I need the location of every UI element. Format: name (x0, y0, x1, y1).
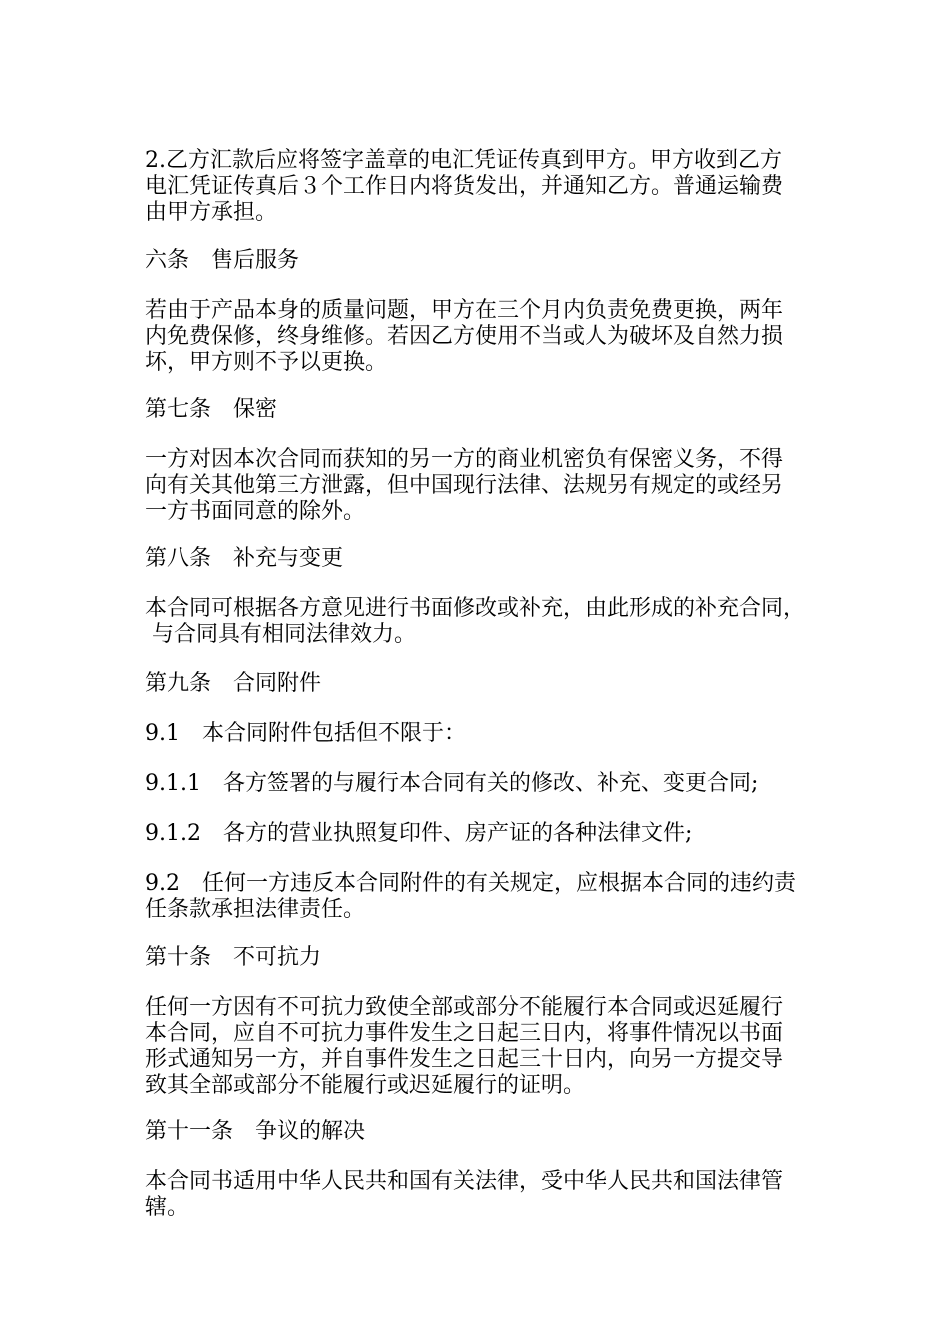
text-line: 坏，甲方则不予以更换。 (145, 350, 388, 375)
text-line: 一方对因本次合同而获知的另一方的商业机密负有保密义务，不得 (145, 447, 784, 472)
paragraph-dispute (145, 1169, 820, 1221)
text-line: 本合同可根据各方意见进行书面修改或补充，由此形成的补充合同， (145, 596, 806, 621)
text-line: 致其全部或部分不能履行或迟延履行的证明。 (145, 1073, 586, 1098)
text-line: 由甲方承担。 (145, 200, 278, 225)
heading-article-8: 第八条 补充与变更 (145, 546, 344, 571)
heading-article-9: 第九条 合同附件 (145, 671, 322, 696)
text-line: 形式通知另一方，并自事件发生之日起三十日内，向另一方提交导 (145, 1047, 784, 1072)
paragraph-force-majeure (145, 995, 820, 1099)
heading-article-10: 第十条 不可抗力 (145, 945, 322, 970)
heading-article-7: 第七条 保密 (145, 397, 278, 422)
text-line: 本合同书适用中华人民共和国有关法律，受中华人民共和国法律管 (145, 1169, 784, 1194)
text-line: 若由于产品本身的质量问题，甲方在三个月内负责免费更换，两年 (145, 298, 784, 323)
text-line: 电汇凭证传真后３个工作日内将货发出，并通知乙方。普通运输费 (145, 174, 784, 199)
paragraph-remittance (145, 148, 820, 226)
paragraph-after-sales (145, 298, 820, 376)
text-line: 2.乙方汇款后应将签字盖章的电汇凭证传真到甲方。甲方收到乙方 (145, 148, 782, 173)
paragraph-amendment (145, 596, 820, 648)
paragraph-confidentiality (145, 447, 820, 525)
text-line: 任何一方因有不可抗力致使全部或部分不能履行本合同或迟延履行 (145, 995, 784, 1020)
clause-9-2 (145, 871, 820, 923)
text-line: 内免费保修，终身维修。若因乙方使用不当或人为破坏及自然力损 (145, 324, 784, 349)
text-line: 9.2 任何一方违反本合同附件的有关规定，应根据本合同的违约责 (145, 871, 796, 896)
text-line: 任条款承担法律责任。 (145, 897, 366, 922)
text-line: 一方书面同意的除外。 (145, 499, 366, 524)
clause-9-1-1: 9.1.1 各方签署的与履行本合同有关的修改、补充、变更合同; (145, 771, 759, 796)
clause-9-1: 9.1 本合同附件包括但不限于： (145, 721, 466, 746)
clause-9-1-2: 9.1.2 各方的营业执照复印件、房产证的各种法律文件; (145, 821, 693, 846)
heading-article-11: 第十一条 争议的解决 (145, 1119, 366, 1144)
text-line: 与合同具有相同法律效力。 (145, 622, 416, 647)
text-line: 向有关其他第三方泄露，但中国现行法律、法规另有规定的或经另 (145, 473, 784, 498)
heading-article-6: 六条 售后服务 (145, 248, 300, 273)
text-line: 本合同，应自不可抗力事件发生之日起三日内，将事件情况以书面 (145, 1021, 784, 1046)
text-line: 辖。 (145, 1195, 190, 1220)
